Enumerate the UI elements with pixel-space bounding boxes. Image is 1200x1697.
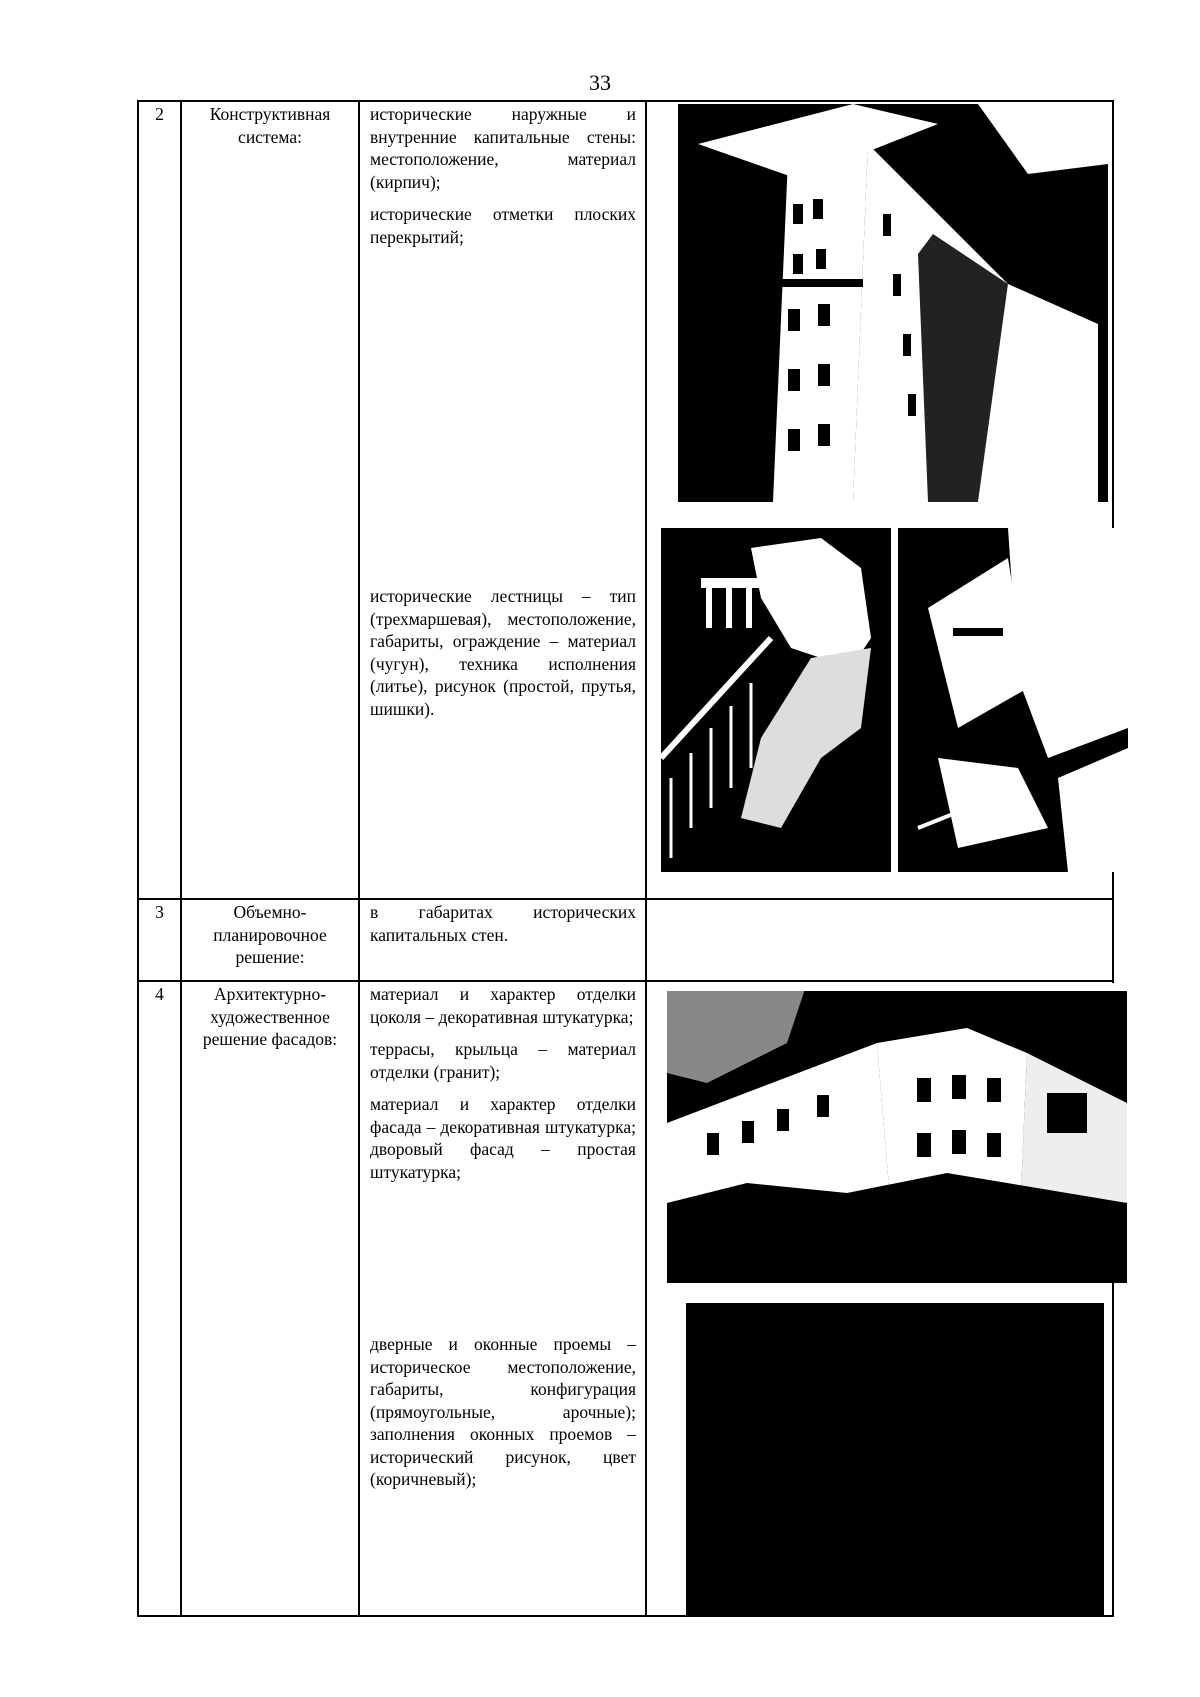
criteria-cell bbox=[370, 901, 636, 956]
criteria-item: материал и характер отделки фасада – декоративная штукатурка; дворовый фасад – простая штукатурка; bbox=[370, 1094, 636, 1182]
criteria-item: террасы, крыльца – материал отделки (гранит); bbox=[370, 1039, 636, 1082]
criteria-item: материал и характер отделки цоколя – декоративная штукатурка; bbox=[370, 984, 636, 1027]
row-number: 3 bbox=[155, 902, 164, 922]
criteria-item: дверные и оконные проемы – историческое местоположение, габариты, конфигурация (прямоугольные, арочные); заполнения оконных проемов – исторический рисунок, цвет (коричневый); bbox=[370, 1334, 636, 1489]
building-corner-photo bbox=[678, 104, 1108, 502]
row-number: 4 bbox=[155, 984, 164, 1004]
stairwell-view-photo bbox=[898, 528, 1128, 872]
element-label: Архитектурно-художественное решение фасадов: bbox=[202, 984, 338, 1049]
criteria-item: исторические лестницы – тип (трехмаршевая), местоположение, габариты, ограждение – материал (чугун), техника исполнения (литье), рисунок (простой, прутья, шишки). bbox=[370, 586, 636, 719]
window-detail-photo bbox=[686, 1303, 1104, 1615]
staircase-railing-photo bbox=[661, 528, 891, 872]
page-number: 33 bbox=[589, 70, 611, 95]
criteria-item: исторические отметки плоских перекрытий; bbox=[370, 204, 636, 247]
criteria-cell bbox=[370, 1333, 636, 1501]
row-number: 2 bbox=[155, 104, 164, 124]
element-label: Конструктивная система: bbox=[209, 104, 331, 147]
criteria-item: в габаритах исторических капитальных стен. bbox=[370, 902, 636, 945]
facade-street-photo bbox=[667, 983, 1127, 1283]
criteria-cell bbox=[370, 585, 636, 730]
criteria-item: исторические наружные и внутренние капитальные стены: местоположение, материал (кирпич); bbox=[370, 104, 636, 192]
criteria-cell bbox=[370, 983, 636, 1193]
element-label: Объемно-планировочное решение: bbox=[213, 902, 327, 967]
criteria-cell bbox=[370, 103, 636, 258]
